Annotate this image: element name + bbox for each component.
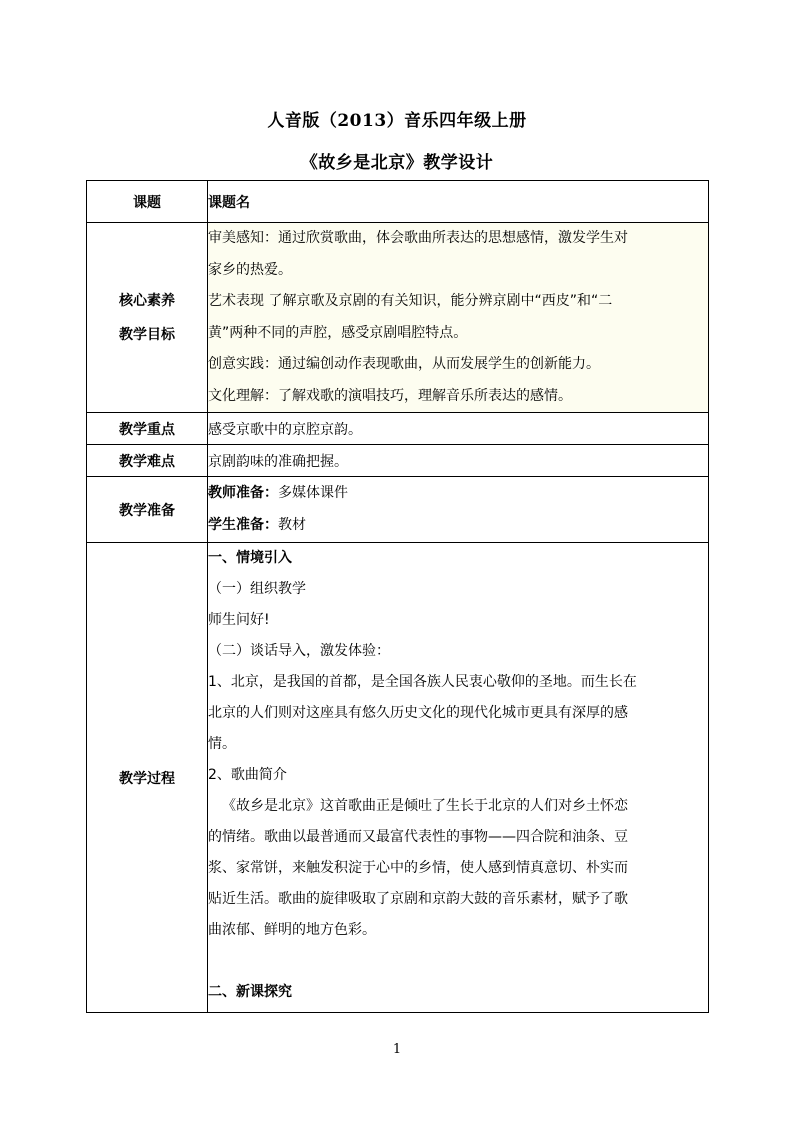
key-point-value: 感受京歌中的京腔京韵。 [208,413,709,445]
goal-line: 黄”两种不同的声腔，感受京剧唱腔特点。 [208,324,468,341]
table-row-difficulty [87,445,709,477]
process-content [208,543,709,1013]
process-label: 教学过程 [87,543,208,1013]
process-line: 2、歌曲简介 [208,767,287,783]
table-row-preparation [87,477,709,543]
goals-label-line1: 核心素养 [119,292,175,309]
process-line: 1、北京，是我国的首都，是全国各族人民衷心敬仰的圣地。而生长在 [208,674,637,690]
process-subheading: （一）组织教学 [208,581,306,597]
process-line: 贴近生活。歌曲的旋律吸取了京剧和京韵大鼓的音乐素材，赋予了歌 [208,891,628,907]
process-line: 浆、家常饼，来触发积淀于心中的乡情，使人感到情真意切、朴实而 [208,860,628,876]
goals-label [87,223,208,413]
preparation-label: 教学准备 [87,477,208,543]
process-line: 北京的人们则对这座具有悠久历史文化的现代化城市更具有深厚的感 [208,705,628,721]
document-subtitle: 《故乡是北京》教学设计 [300,153,494,173]
process-section-heading: 二、新课探究 [208,984,292,1000]
difficulty-label: 教学难点 [87,445,208,477]
teacher-prep-label: 教师准备： [208,485,278,501]
process-section-heading: 一、情境引入 [208,550,292,566]
goal-line: 家乡的热爱。 [208,261,292,278]
student-prep-label: 学生准备： [208,516,278,533]
goal-line: 文化理解：了解戏歌的演唱技巧，理解音乐所表达的感情。 [208,387,572,404]
goal-line: 创意实践：通过编创动作表现歌曲，从而发展学生的创新能力。 [208,356,600,372]
process-line: 的情绪。歌曲以最普通而又最富代表性的事物——四合院和油条、豆 [208,829,628,845]
preparation-content [208,477,709,543]
goals-label-line2: 教学目标 [119,326,175,343]
goals-content [208,223,709,413]
student-prep-value: 教材 [278,516,306,533]
process-line: 曲浓郁、鲜明的地方色彩。 [208,922,376,938]
topic-value: 课题名 [208,181,709,223]
process-line: 情。 [208,736,236,752]
key-point-label: 教学重点 [87,413,208,445]
teacher-prep-line [208,478,708,510]
table-row-process [87,543,709,1013]
blank-line [208,946,708,977]
teacher-prep-value: 多媒体课件 [278,485,348,501]
process-line: 师生问好! [208,612,270,628]
goal-line: 艺术表现 了解京歌及京剧的有关知识，能分辨京剧中“西皮”和“二 [208,293,613,309]
table-row-topic [87,181,709,223]
difficulty-value: 京剧韵味的准确把握。 [208,445,709,477]
goal-line: 审美感知：通过欣赏歌曲，体会歌曲所表达的思想感情，激发学生对 [208,230,628,246]
table-row-goals [87,223,709,413]
page-number: 1 [392,1042,402,1057]
lesson-plan-table [86,180,709,1013]
process-subheading: （二）谈话导入，激发体验： [208,643,390,659]
student-prep-line [208,510,708,542]
process-line: 《故乡是北京》这首歌曲正是倾吐了生长于北京的人们对乡土怀恋 [222,798,628,814]
topic-label: 课题 [87,181,208,223]
table-row-key-point [87,413,709,445]
document-title: 人音版（2013）音乐四年级上册 [267,111,527,131]
